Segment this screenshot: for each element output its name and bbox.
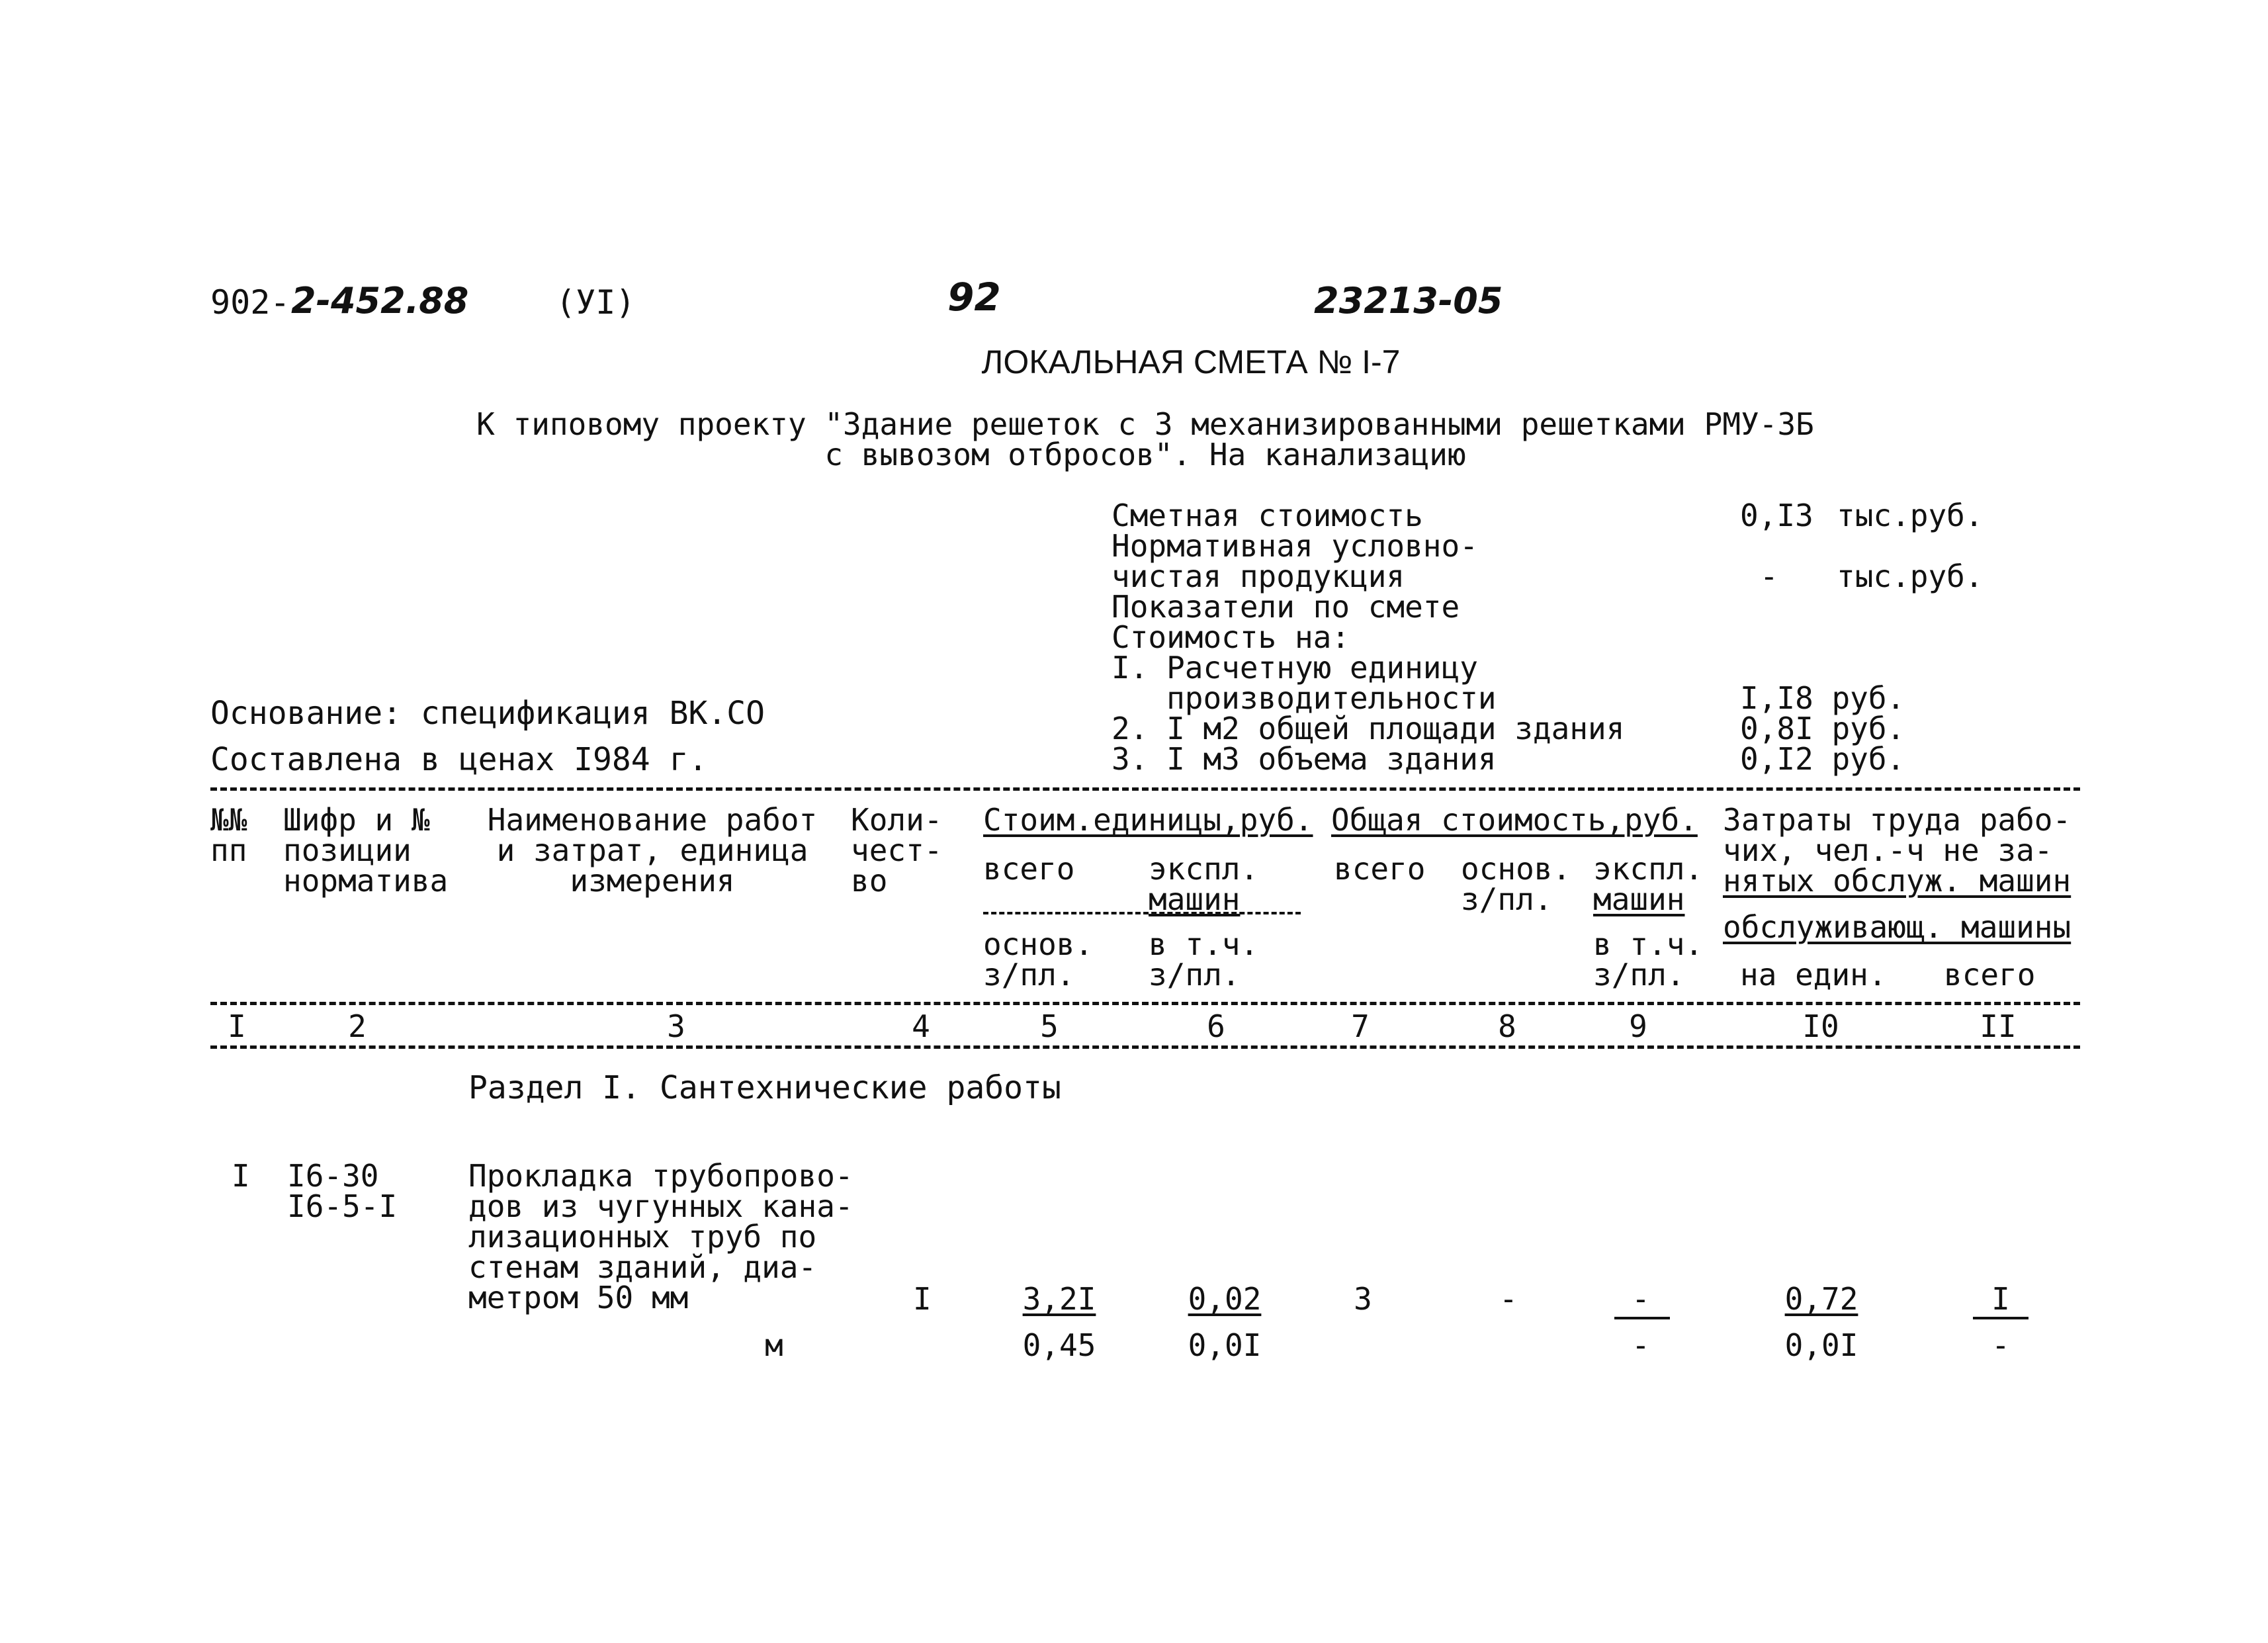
- header-num-line1: №№: [210, 802, 247, 838]
- per-volume-value: 0,I2 руб.: [1740, 741, 1905, 777]
- header-unit-cost-divider: [983, 912, 1301, 914]
- section-code: (УI): [556, 283, 636, 322]
- net-unit: тыс.руб.: [1837, 558, 1984, 594]
- column-numbers-divider: [210, 1045, 2080, 1049]
- doc-code-handwritten: 2-452.88: [291, 280, 469, 322]
- basis-specification: Основание: спецификация ВК.СО: [210, 695, 765, 732]
- summary-line: 2. I м2 общей площади здания: [1112, 711, 1625, 746]
- row-code-line2: I6-5-I: [287, 1188, 398, 1224]
- estimate-unit: тыс.руб.: [1837, 498, 1984, 533]
- per-area-value: 0,8I руб.: [1740, 711, 1905, 746]
- header-num-line2: пп: [210, 832, 247, 868]
- header-unit-base-line2: з/пл.: [983, 957, 1075, 993]
- row-unit-machine-wage: 0,0I: [1188, 1327, 1262, 1363]
- header-code-line1: Шифр и №: [283, 802, 430, 838]
- header-unit-cost-group: Стоим.единицы,руб.: [983, 802, 1313, 838]
- net-value: -: [1760, 558, 1778, 594]
- table-top-divider: [210, 787, 2080, 791]
- column-number: 6: [1207, 1008, 1225, 1044]
- header-labor-per-unit: на един.: [1740, 957, 1887, 993]
- header-total-total: всего: [1334, 851, 1426, 887]
- document-title: ЛОКАЛЬНАЯ СМЕТА № I-7: [981, 343, 1401, 380]
- section-title: Раздел I. Сантехнические работы: [468, 1069, 1061, 1106]
- column-number: 4: [912, 1008, 930, 1044]
- header-total-machine-line1: экспл.: [1593, 851, 1704, 887]
- header-labor-line2: чих, чел.-ч не за-: [1723, 832, 2053, 868]
- header-total-base-line2: з/пл.: [1461, 881, 1553, 917]
- row-unit-machine: 0,02: [1188, 1281, 1262, 1317]
- row-code-line1: I6-30: [287, 1158, 379, 1194]
- header-unit-total: всего: [983, 851, 1075, 887]
- row-unit: м: [765, 1327, 783, 1363]
- summary-line: Сметная стоимость: [1112, 498, 1423, 533]
- header-name-line1: Наименование работ: [487, 802, 818, 838]
- row-number: I: [232, 1158, 250, 1194]
- header-code-line2: позиции: [283, 832, 412, 868]
- header-name-line2: и затрат, единица: [496, 832, 808, 868]
- header-unit-base-line1: основ.: [983, 926, 1094, 962]
- column-number: I: [228, 1008, 246, 1044]
- header-total-base-line1: основ.: [1461, 851, 1571, 887]
- row-name-line: лизационных труб по: [468, 1219, 817, 1255]
- header-labor-line3: нятых обслуж. машин: [1723, 863, 2072, 899]
- header-qty-line2: чест-: [851, 832, 943, 868]
- doc-code: 902-: [210, 283, 290, 322]
- header-total-cost-group: Общая стоимость,руб.: [1331, 802, 1698, 838]
- column-number: 2: [348, 1008, 367, 1044]
- row-name-line: Прокладка трубопрово-: [468, 1158, 853, 1194]
- row-quantity: I: [913, 1281, 932, 1317]
- row-labor-total-fraction-line: [1973, 1317, 2028, 1319]
- header-labor-line4: обслуживающ. машины: [1723, 909, 2072, 945]
- column-number: 5: [1040, 1008, 1059, 1044]
- summary-line: Стоимость на:: [1112, 619, 1350, 655]
- row-total-machine-wage: -: [1632, 1327, 1650, 1363]
- header-total-incl-line2: з/пл.: [1593, 957, 1685, 993]
- header-bottom-divider: [210, 1002, 2080, 1005]
- page-number: 92: [947, 275, 1001, 320]
- row-unit-base-wage: 0,45: [1022, 1327, 1096, 1363]
- header-total-machine-line2: машин: [1593, 881, 1685, 917]
- header-name-line3: измерения: [570, 863, 735, 899]
- column-number: II: [1980, 1008, 2017, 1044]
- summary-line: 3. I м3 объема здания: [1112, 741, 1497, 777]
- row-total-machine: -: [1632, 1281, 1650, 1317]
- column-number: 3: [667, 1008, 685, 1044]
- document-subtitle-line1: К типовому проекту "Здание решеток с 3 механизированными решетками РМУ-3Б: [476, 406, 1814, 442]
- column-number: 9: [1629, 1008, 1647, 1044]
- row-name-line: дов из чугунных кана-: [468, 1188, 853, 1224]
- header-unit-machine-line1: экспл.: [1149, 851, 1259, 887]
- column-number: I0: [1802, 1008, 1839, 1044]
- header-code-line3: норматива: [283, 863, 449, 899]
- row-total: 3: [1354, 1281, 1372, 1317]
- row-total-machine-fraction-line: [1614, 1317, 1670, 1319]
- column-number: 8: [1498, 1008, 1516, 1044]
- summary-line: производительности: [1112, 680, 1497, 716]
- row-labor-total: I: [1991, 1281, 2010, 1317]
- archive-number: 23213-05: [1314, 280, 1503, 322]
- header-unit-incl-line2: з/пл.: [1149, 957, 1241, 993]
- summary-line: Показатели по смете: [1112, 589, 1460, 625]
- header-labor-line1: Затраты труда рабо-: [1723, 802, 2072, 838]
- summary-line: Нормативная условно-: [1112, 528, 1478, 564]
- row-name-line: метром 50 мм: [468, 1280, 689, 1315]
- header-qty-line3: во: [851, 863, 888, 899]
- document-subtitle-line2: с вывозом отбросов". На канализацию: [824, 437, 1466, 472]
- row-unit-total: 3,2I: [1022, 1281, 1096, 1317]
- header-unit-incl-line1: в т.ч.: [1149, 926, 1259, 962]
- header-qty-line1: Коли-: [851, 802, 943, 838]
- header-labor-total: всего: [1944, 957, 2036, 993]
- summary-line: чистая продукция: [1112, 558, 1405, 594]
- basis-prices: Составлена в ценах I984 г.: [210, 741, 708, 778]
- header-unit-machine-line2: машин: [1149, 881, 1241, 917]
- row-labor-per-unit-machine: 0,0I: [1784, 1327, 1858, 1363]
- column-number: 7: [1351, 1008, 1370, 1044]
- row-name-line: стенам зданий, диа-: [468, 1249, 817, 1285]
- row-labor-total-machine: -: [1991, 1327, 2010, 1363]
- header-total-incl-line1: в т.ч.: [1593, 926, 1704, 962]
- row-total-base-wage: -: [1499, 1281, 1518, 1317]
- estimate-value: 0,I3: [1740, 498, 1813, 533]
- per-unit-value: I,I8 руб.: [1740, 680, 1905, 716]
- row-labor-per-unit: 0,72: [1784, 1281, 1858, 1317]
- summary-line: I. Расчетную единицу: [1112, 650, 1478, 686]
